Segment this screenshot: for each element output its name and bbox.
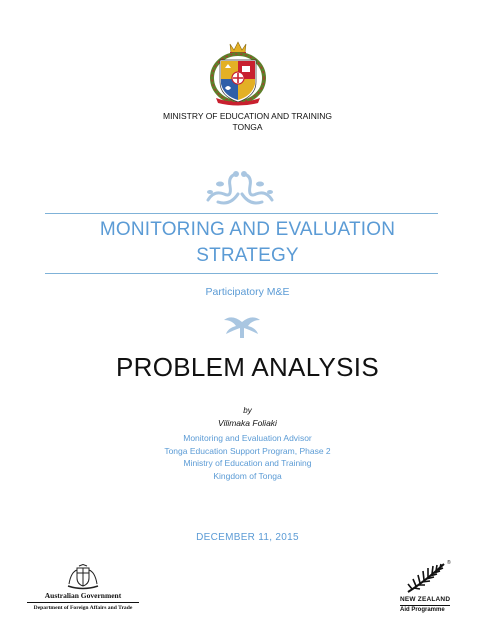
australia-logo-rule <box>27 602 139 603</box>
nz-aid-programme-logo <box>400 560 462 616</box>
silver-fern-icon <box>404 560 448 594</box>
author-affiliations <box>0 432 495 482</box>
main-heading: PROBLEM ANALYSIS <box>116 352 379 382</box>
australian-government-logo <box>25 564 141 616</box>
tonga-coat-of-arms-icon <box>210 40 266 106</box>
australian-coat-of-arms-icon <box>66 564 100 590</box>
australia-logo-line-2: Department of Foreign Affairs and Trade <box>33 605 133 611</box>
country-name: TONGA <box>232 122 263 132</box>
nz-logo-line-2: Aid Programme <box>400 607 445 613</box>
affiliation-program: Tonga Education Support Program, Phase 2 <box>164 445 331 456</box>
top-divider <box>45 213 438 214</box>
nz-registered-mark: ® <box>447 560 451 566</box>
title-line-1: MONITORING AND EVALUATION <box>99 219 396 240</box>
affiliation-country: Kingdom of Tonga <box>213 470 282 481</box>
floral-ornament-icon <box>200 168 280 208</box>
nz-logo-rule <box>400 605 450 606</box>
ministry-header <box>0 111 495 133</box>
subtitle: Participatory M&E <box>205 286 290 298</box>
affiliation-role: Monitoring and Evaluation Advisor <box>183 433 312 443</box>
author-name: Vilimaka Foliaki <box>218 418 277 428</box>
bottom-divider <box>45 273 438 274</box>
nz-logo-line-1: NEW ZEALAND <box>400 596 451 603</box>
document-date: DECEMBER 11, 2015 <box>196 532 299 543</box>
affiliation-ministry: Ministry of Education and Training <box>183 458 312 468</box>
ministry-name: MINISTRY OF EDUCATION AND TRAINING <box>163 111 332 121</box>
title-line-2: STRATEGY <box>196 245 299 266</box>
by-label: by <box>243 406 252 415</box>
document-title <box>0 217 495 269</box>
small-floral-ornament-icon <box>222 314 262 340</box>
australia-logo-line-1: Australian Government <box>44 591 122 600</box>
